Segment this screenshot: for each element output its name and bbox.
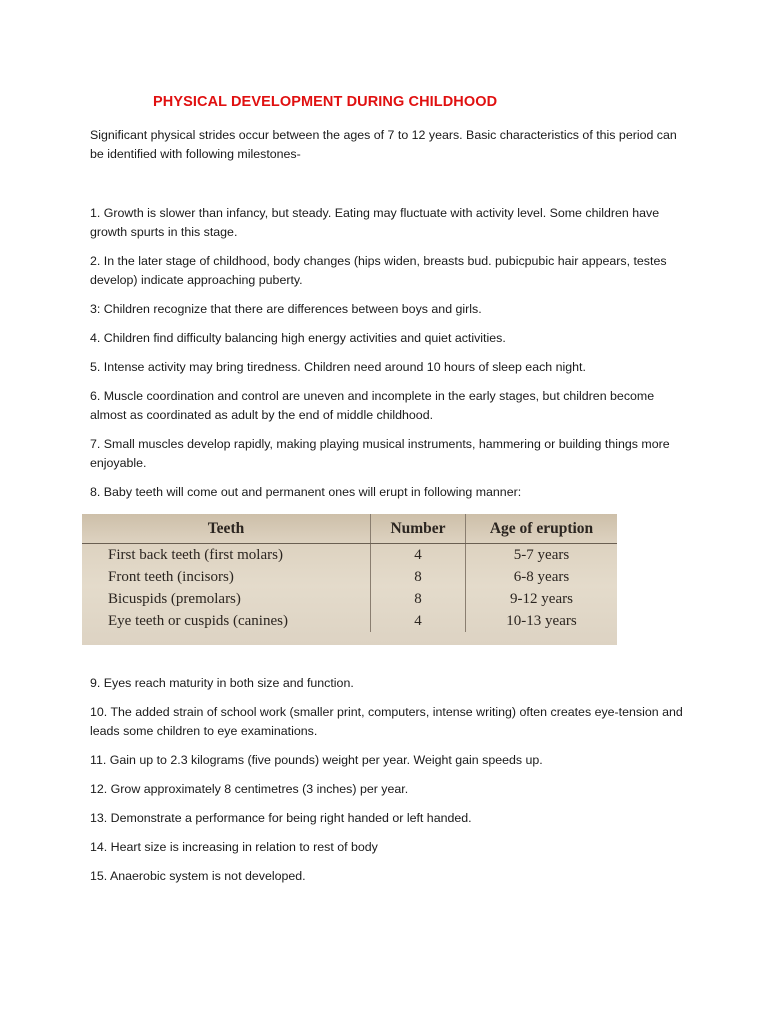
cell-number: 4 <box>371 544 466 567</box>
cell-age: 10-13 years <box>506 612 577 629</box>
list-item: 11. Gain up to 2.3 kilograms (five pounds) weight per year. Weight gain speeds up. <box>90 753 543 767</box>
cell-teeth: First back teeth (first molars) <box>108 546 283 563</box>
table-row <box>82 610 617 632</box>
milestones-list-2 <box>90 674 690 896</box>
list-item: 7. Small muscles develop rapidly, making playing musical instruments, hammering or building things more enjoyable. <box>90 437 670 470</box>
list-item: 10. The added strain of school work (smaller print, computers, intense writing) often creates eye-tension and leads some children to eye examinations. <box>90 705 683 738</box>
table-header-row <box>82 514 617 544</box>
list-item: 9. Eyes reach maturity in both size and function. <box>90 676 354 690</box>
list-item: 6. Muscle coordination and control are uneven and incomplete in the early stages, but children become almost as coordinated as adult by the end of middle childhood. <box>90 389 655 422</box>
cell-teeth: Eye teeth or cuspids (canines) <box>108 612 288 629</box>
cell-age: 6-8 years <box>513 568 570 585</box>
list-item: 1. Growth is slower than infancy, but steady. Eating may fluctuate with activity level. Some children have growth spurts in this stage. <box>90 206 660 239</box>
cell-number: 8 <box>371 588 466 610</box>
list-item: 14. Heart size is increasing in relation to rest of body <box>90 840 378 854</box>
header-teeth: Teeth <box>82 514 371 544</box>
page-title: PHYSICAL DEVELOPMENT DURING CHILDHOOD <box>153 94 498 110</box>
list-item: 3: Children recognize that there are differences between boys and girls. <box>90 302 482 316</box>
milestones-list-1 <box>90 204 690 512</box>
cell-age: 9-12 years <box>510 590 573 607</box>
header-age-of-eruption: Age of eruption <box>466 514 618 544</box>
table-row <box>82 544 617 567</box>
cell-teeth: Front teeth (incisors) <box>108 568 234 585</box>
list-item: 2. In the later stage of childhood, body changes (hips widen, breasts bud. pubicpubic hair appears, testes develop) indicate approaching puberty. <box>90 254 667 287</box>
teeth-table <box>82 514 617 632</box>
header-number: Number <box>371 514 466 544</box>
cell-age: 5-7 years <box>513 546 570 563</box>
cell-number: 8 <box>371 566 466 588</box>
list-item: 13. Demonstrate a performance for being right handed or left handed. <box>90 811 472 825</box>
teeth-eruption-table-image <box>82 514 617 645</box>
list-item: 12. Grow approximately 8 centimetres (3 inches) per year. <box>90 782 409 796</box>
table-row <box>82 588 617 610</box>
list-item: 4. Children find difficulty balancing high energy activities and quiet activities. <box>90 331 506 345</box>
list-item: 8. Baby teeth will come out and permanent ones will erupt in following manner: <box>90 485 522 499</box>
cell-number: 4 <box>371 610 466 632</box>
table-row <box>82 566 617 588</box>
intro-paragraph: Significant physical strides occur between the ages of 7 to 12 years. Basic characteristics of this period can be identified with following milestones- <box>90 128 677 161</box>
list-item: 15. Anaerobic system is not developed. <box>90 869 306 883</box>
list-item: 5. Intense activity may bring tiredness. Children need around 10 hours of sleep each night. <box>90 360 586 374</box>
cell-teeth: Bicuspids (premolars) <box>108 590 241 607</box>
